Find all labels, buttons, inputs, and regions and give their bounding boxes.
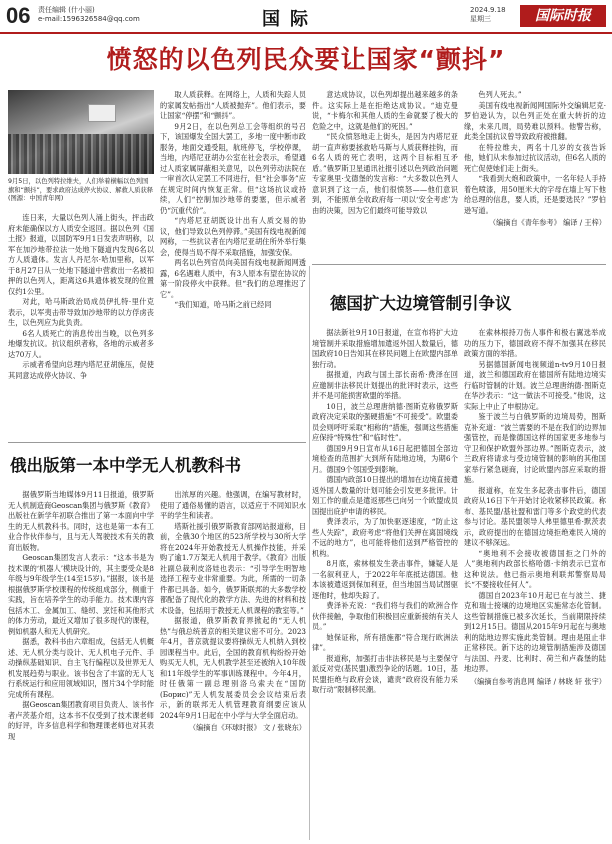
paragraph: 在索林根持刀伤人事件和极右翼选举成功的压力下，德国政府不得不加强其在移民政策方面的举措。 [464,328,606,358]
main-article-col-2 [160,90,306,438]
paragraph: 意达成协议，以色列却提出越来越多的条件。这实际上是在拒绝达成协议。“迪克曼说，“卡梅尔和其他人质的生命就要了极大的危险之中，这就是他们的死因。” [312,90,458,131]
editor-info [38,6,140,24]
paragraph: 10日，波兰总理唐纳德·图斯克称俄罗斯政府决定采取的强硬措施“不可接受”。欧盟委员会则呼吁采取“相称的“措施，强调这些措施应保持“特殊性”和“临时性”。 [312,401,458,442]
paragraph: 费泽表示，为了加快驱逐速度，“防止这些人失踪”，政府考虑“将他们关押在离国境线不远的地方”，也可能将他们送到严格管控的机构。 [312,517,458,558]
germany-col-2 [464,328,606,840]
banner-shape [88,104,116,122]
paragraph: 据报道，俄罗斯教育界掀起的“无人机热”与俄总统普京的相关建议密不可分。2023年4月，普京就提议要将操纵无人机纳入到校园课程当中。此后，全国的教育机构纷纷开始购买无人机，无人机教学甚至还被纳入10年级和11年级学生的军事训练课程中。今年4月，时任俄第一副总理别洛乌索夫在“国防(Борис)”无人机发展委员会会议结束后表示，新的联邦无人机管理教育纲要应该从2024年9月1日起在中小学与大学全面启动。 [160,616,306,720]
paragraph: 报道称，加强打击非法移民是与主要保守派反对党(基民盟)激烈争论的话题。10日，基民盟拒绝与政府会谈，谴责“政府没有能力采取行动”限制移民潮。 [312,653,458,694]
paragraph: 据Geoscan集团教育项目负责人、该书作者卢茨基介绍，这本书不仅受到了技术课老师的好评，许多信息科学和物理课老师也对其表现 [8,700,154,741]
photo-caption: 9月5日，以色列特拉维夫，人们举着横幅以色列国旗和“颤抖”，要求政府达成停火协议、解救人质获释(图源：中国青年网) [8,178,154,202]
page-number: 06 [6,3,31,28]
editor-email: e-mail:1596326584@qq.com [38,15,140,23]
paragraph: 8月底，索林根发生袭击事件，嫌疑人是一名叙利亚人，于2022年年底抵达德国。他本该被遣返到保加利亚，但当地国当局试图驱逐他时，他却失踪了。 [312,559,458,600]
divider [8,442,306,443]
germany-col-1 [312,328,458,840]
paragraph: 连日来，大量以色列人涌上街头，抨击政府未能确保以方人质安全返回。据以色列《国土报》报道，以国防军9月1日发表声明称，以军在加沙地带拉法一处地下隧道内发现6名以方人质遗体。发言人丹尼尔·哈加里称，以军于8月27日从一处地下隧道中营救出一名被扣押的以色列人，距离这6具遗体被发现的位置仅约1公里。 [8,213,154,296]
russia-col-1 [8,490,154,840]
russia-headline: 俄出版第一本中学无人机教科书 [10,456,241,475]
paragraph: 色列人死去。” [478,90,522,99]
paragraph: 德国自2023年10月起已在与波兰、捷克和瑞士接壤的边境地区实施常态化管制。这些管制措施已被多次延长，当前期限持续到12月15日。德国从2015年9月起在与奥地利的陆地边界实施此类管制。理由是阻止非正常移民。新下达的边境管制措施涉及德国与法国、丹麦、比利时、荷兰和卢森堡的陆地边界。 [464,590,606,673]
paragraph: 据悉，教科书由六章组成，包括无人机概述、无人机分类与设计、无人机电子元件、手动操纵基础知识、自主飞行编程以及世界无人机发展趋势与职业。该书包含了丰富的无人飞行系统运行和应用领域知识，图片34个学时能完成所有课程。 [8,637,154,699]
issue-date [470,6,506,24]
paragraph: 费泽补充说：“我们将与我们的欧洲合作伙伴接触，争取他们积极回应重新接纳有关人员。” [312,601,458,631]
paragraph: 塔斯社援引俄罗斯教育部网站报道称，目前，全俄30个地区的523所学校与30所大学将在2024年开始教授无人机操作技能，并采购了逾1.7万架无人机用于教学。《教育》出版社副总裁利皮洛娃也表示：“引导学生明智地选择工程专业非常重要。为此，所需的一切条件都已具备。如今，俄罗斯联邦的大多数学校都配备了现代化的教学方法、先进的材料和技术设备，包括用于教授无人机课程的教室等。” [160,521,306,615]
column-divider [309,266,310,840]
paragraph: 美国有线电视新闻网国际外交编辑尼克·罗伯逊认为，以色列正处在重大转折的边缘，未来几周，局势难以预料。他警告称，此类全国抗议曾导致政府被推翻。 [464,100,606,141]
paragraph: “民众愤怒地走上街头，是因为内塔尼亚胡一直声称要拯救哈马斯与人质获释挂钩，而6名人质的死亡表明，这两个目标相互矛盾。”俄罗斯卫星通讯社报引述以色列政治问题专家奥里·戈德堡的发言称：“大多数以色列人意识到了这一点，他们很愤怒——他们意识到，不能照单全收政府每一项以‘安全考虑’为由的决策，因为它们最终可能导致以 [312,132,458,215]
paragraph: 据法新社9月10日报道，在宣布将扩大边境管制并采取措施增加遣返外国人数量后，德国政府10日告知其在移民问题上在欧盟内部单独行动。 [312,328,458,369]
russia-col-2 [160,490,306,840]
main-article-byline: （编摘自《青年参考》 编译 / 王梓） [488,218,606,227]
paragraph: 在特拉维夫，两名十几岁的女孩告诉他，她们从未参加过抗议活动，但6名人质的死亡促使她们走上街头。 [464,142,606,173]
paragraph: 两名以色列官员向美国有线电视新闻网透露，6名遇难人质中，有3人原本有望在协议的第一阶段停火中获释。但“我们的总理推迟了它”。 [160,258,306,299]
main-article-col-1 [8,213,154,437]
paragraph: “内塔尼亚胡既设计出有人质交易的协议，他们导致以色列停滞。”美国有线电视新闻网称，一些抗议者在内塔尼亚胡住所外举行集会，使得当局不得不采取措施，加强安保。 [160,216,306,257]
paragraph: 示威者希望向总理内塔尼亚胡施压，促使其同意达成停火协议、争 [8,360,154,380]
paragraph: 德国内政部10日提出的增加在边境直接遣返外国人数量的计划可能会引发更多批评。计划工作的重点是遣返那些已向另一个欧盟成员国提出庇护申请的移民。 [312,475,458,516]
paragraph: 6名人质死亡的消息传出当晚，以色列多地爆发抗议。抗议组织者称，各地的示威者多达70万人。 [8,328,154,359]
divider [312,264,606,265]
paragraph: 她保证称，所有措施都“符合现行欧洲法律”。 [312,632,458,652]
paragraph: 鉴于波兰与白俄罗斯的边境局势，图斯克补充道：“波兰需要的不是在我们的边界加强管控，而是像德国这样的国家更多地参与守卫和保护欧盟外部边界。”图斯克表示，波兰政府将请求与受边境管制的影响的其他国家举行紧急磋商，讨论欧盟内部应采取的措施。 [464,412,606,484]
paragraph: 据报道，内政与国土部长南希·费泽在回应邀制非法移民计划提出的批评时表示，这些并不是可能损害欧盟的举措。 [312,370,458,400]
page-header [0,0,612,34]
paragraph: 取人质获释。在网络上，人质和失踪人员的家属发帖指出“人质被抛弃”。他们表示，要让国家“停摆”和“颤抖”。 [160,90,306,120]
weekday-text: 星期三 [470,15,491,23]
paragraph: “奥地利不会接收被德国拒之门外的人”奥地利内政部长格哈德·卡纳表示已宣布这种说法。他已指示奥地利联邦警察局局长“不要接收任何人”。 [464,548,606,589]
main-article-col-3 [312,90,458,258]
paragraph: 报道称，在发生多起袭击事件后，德国政府从16日下午开始讨论收紧移民政策。称布、基民盟/基社盟和雷门等多个政党的代表参与讨论。基民盟领导人弗里德里希·默茨表示，政府提出的在德国边境拒绝难民入境的建议不够深远。 [464,485,606,547]
crowd-shape [8,134,154,174]
paragraph: 另据德国新闻电视频道n-tv9月10日报道，波兰和德国政府在德国所有陆地边境实行临时管制的计划。波兰总理唐纳德·图斯克在华沙表示：“这一做法不可接受。”他说，这实际上中止了申根协定。 [464,359,606,411]
protest-photo [8,90,154,174]
paragraph: 出浓厚的兴趣。他强调，在编写教材时，使用了通俗易懂的语言，以适应于不同知识水平的学生和读者。 [160,490,306,520]
paragraph: 德国9月9日宣布从16日起把德国全部边境检查的范围扩大到所有陆地边境，为期6个月。德国9个邻国受到影响。 [312,443,458,474]
masthead-logo: 国际时报 [520,5,606,27]
paragraph: “我看到大炮和政策中，一名年轻人手持着色喷漆，用50厘米大的字母在墙上写下他给总理的信息，要人质，还是要选民？”罗伯逊写道。 [464,174,606,215]
date-text: 2024.9.18 [470,6,506,14]
paragraph: 9月2日，在以色列总工会等组织的号召下，该国爆发全国大罢工，多地一度中断市政服务，地面交通受阻，航班停飞，学校停课，当地，内塔尼亚胡办公室在社会表示，希望通过人质家属屏蔽相关意见，以色列劳动法院在一审首次认定罢工不同进行，但“社会事务”应在规定时间内恢复正常。但“这场抗议或持续，人们“控制加沙地带的要塞，但示威者仍“沉重代价”。 [160,121,306,215]
paragraph: Geoscan集团发言人表示：“这本书是为技术课的‘机器人’模块设计的，其主要受众是8年级与9年级学生(14至15岁)。”据报，该书是根据俄罗斯学校课程的传统组成部分，侧重于实践，旨在培养学生的动手能力。技术课内容包括木工、金属加工、缝纫、烹饪和其他形式的体力劳动，最近又增加了很多现代的课程，例如机器人和无人机研究。 [8,553,154,636]
paragraph: 据俄罗斯当地媒体9月11日报道，俄罗斯无人机制造商Geoscan集团与俄罗斯《教育》出版社在新学年初联合推出了第一本面向中学生的无人机教科书。同时，这也是第一本有工业合作伙伴参与，且与无人驾驶技术有关的教育出版物。 [8,490,154,552]
editor-name: 责任编辑 (什小丽) [38,6,95,14]
paragraph: 对此，哈马斯政治局成员伊扎特·里什克表示，以军夷击带导致加沙地带的以方俘虏丧生，以色列应为此负责。 [8,297,154,327]
paragraph: “我们知道，哈马斯之前已经同 [174,300,272,309]
main-headline: 愤怒的以色列民众要让国家“颤抖” [106,45,506,74]
section-title: 国际 [262,9,318,30]
germany-byline: （编摘自参考消息网 编译 / 林晓 轩 张宇） [469,676,606,686]
main-article-col-4 [464,90,606,260]
germany-headline: 德国扩大边境管制引争议 [330,294,512,313]
russia-byline: （编摘自《环球时报》 文 / 张晓东） [188,723,306,732]
